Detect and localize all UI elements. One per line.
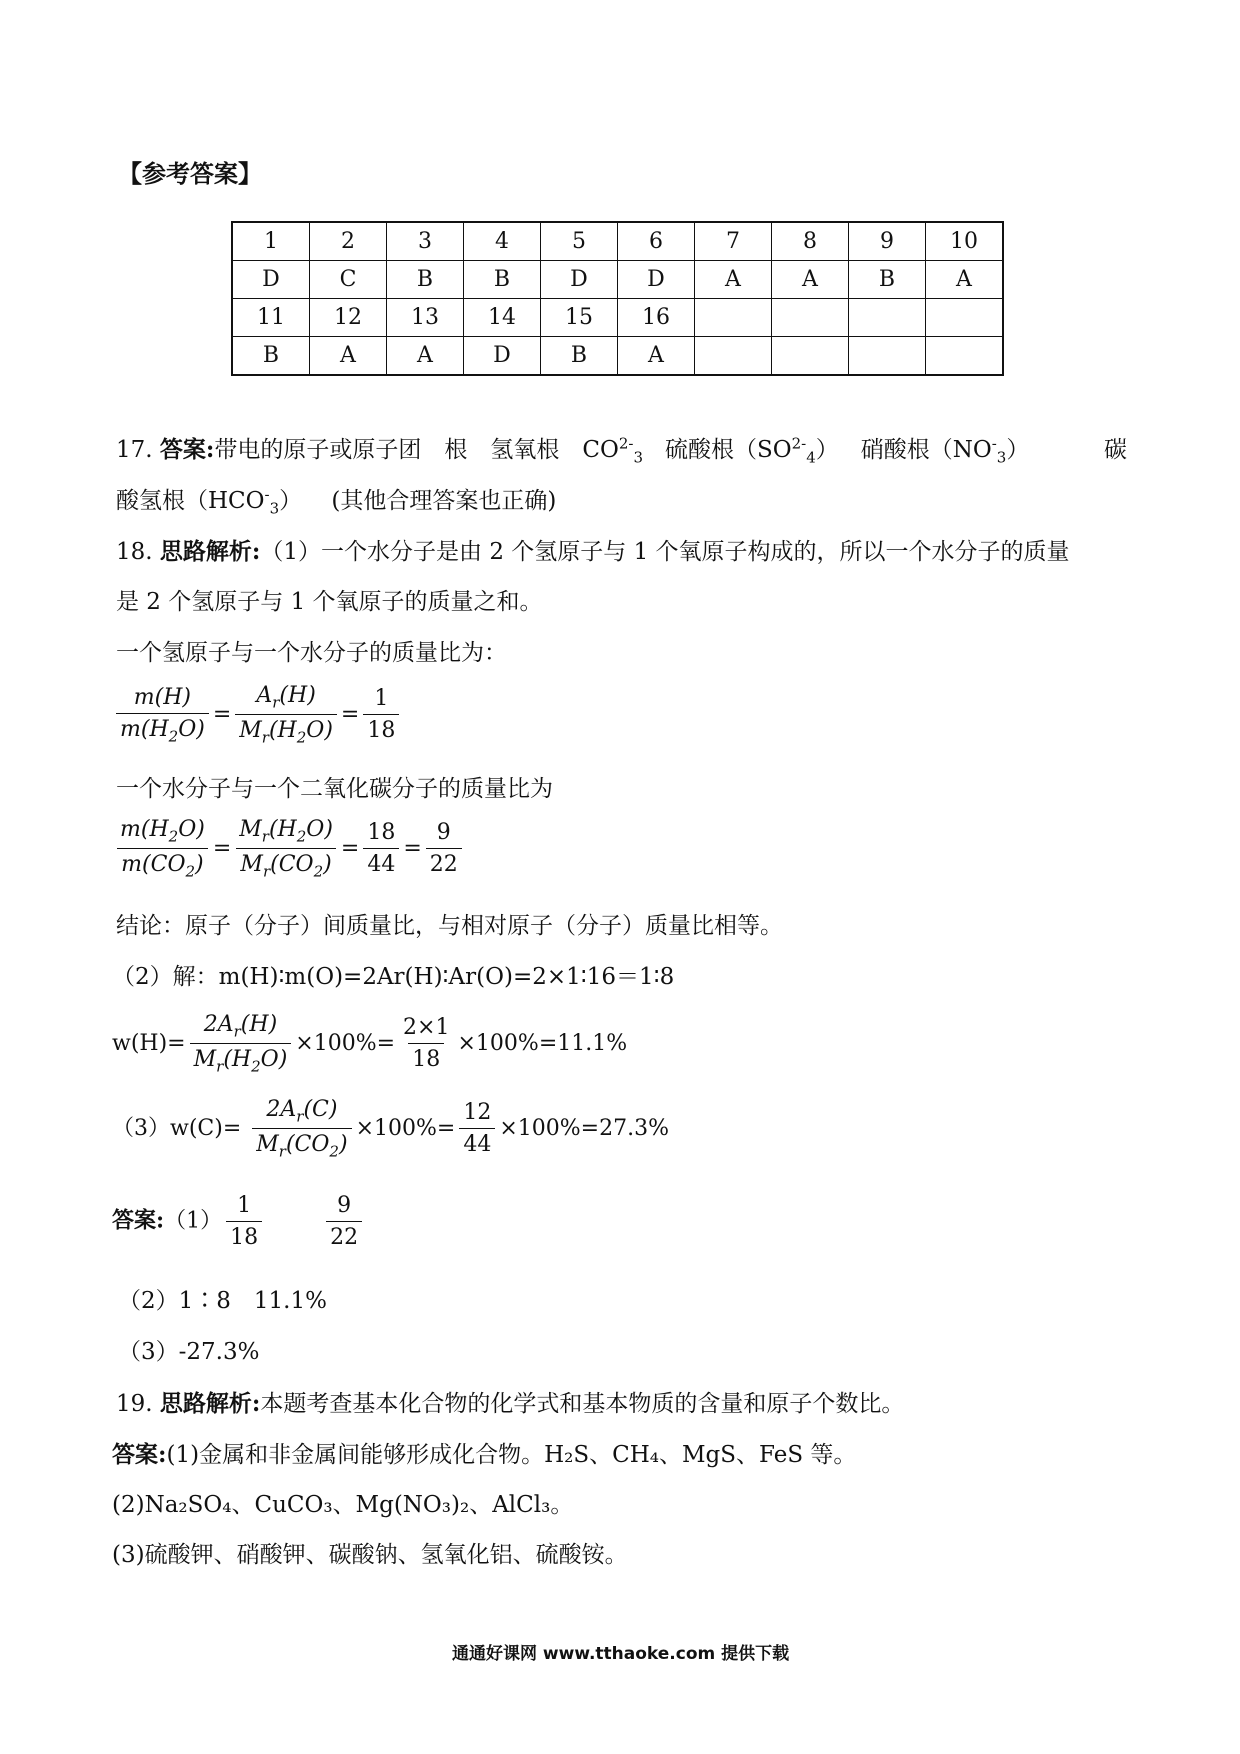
- answer-table-row: [232, 299, 1003, 337]
- q19-line1: 19. 思路解析:本题考查基本化合物的化学式和基本物质的含量和原子个数比。: [116, 1390, 905, 1417]
- q17-carbon: 碳: [1104, 437, 1127, 463]
- answer-table-cell: 7: [695, 222, 772, 261]
- answer-table-cell: 16: [618, 299, 695, 337]
- q18-line3: 一个氢原子与一个水分子的质量比为：: [116, 640, 507, 666]
- formula-wC: （3）w(C)= $\frac{2A_r(C)}{M_r(CO_2)}$ ×100%= $\frac{12}{44}$ ×100%=27.3%: [112, 1097, 669, 1161]
- q18-line4: 一个水分子与一个二氧化碳分子的质量比为: [116, 776, 553, 802]
- answer-table-cell: 1: [232, 222, 310, 261]
- q18-answer-part2: （2）1∶8 11.1%: [118, 1288, 327, 1314]
- answer-table-cell: B: [464, 261, 541, 299]
- answer-table-cell: B: [541, 337, 618, 376]
- answer-table-cell: 12: [310, 299, 387, 337]
- answer-table-cell: A: [695, 261, 772, 299]
- q18-answer-part3: （3）-27.3%: [118, 1339, 260, 1365]
- answer-table-cell: 11: [232, 299, 310, 337]
- answer-table-cell: C: [310, 261, 387, 299]
- answer-table-cell: [772, 337, 849, 376]
- answer-table-cell: 13: [387, 299, 464, 337]
- q17-label: 答案:: [159, 436, 215, 463]
- answer-table-cell: 2: [310, 222, 387, 261]
- formula-mass-ratio-h: $\frac{m(H)}{m(H_2O)}$ = $\frac{A_r(H)}{M_r(H_2O)}$ = $\frac{1}{18}$: [112, 683, 403, 747]
- formula-mass-ratio-co2: $\frac{m(H_2O)}{m(CO_2)}$ = $\frac{M_r(H_2O)}{M_r(CO_2)}$ = $\frac{18}{44}$ = $\frac{9}{22}$: [112, 817, 466, 881]
- answer-table-cell: 4: [464, 222, 541, 261]
- answer-table-cell: A: [310, 337, 387, 376]
- page-heading: 【参考答案】: [118, 159, 262, 188]
- answer-table-cell: D: [464, 337, 541, 376]
- answer-table-cell: [695, 299, 772, 337]
- answer-table-cell: B: [849, 261, 926, 299]
- answer-table-cell: [772, 299, 849, 337]
- answer-table-cell: A: [926, 261, 1004, 299]
- answer-table-cell: A: [618, 337, 695, 376]
- q18-part2: （2）解：m(H)∶m(O)=2Ar(H)∶Ar(O)=2×1∶16＝1∶8: [112, 964, 675, 990]
- answer-table-cell: 14: [464, 299, 541, 337]
- q18-line2: 是 2 个氢原子与 1 个氧原子的质量之和。: [116, 589, 543, 615]
- answer-table-cell: A: [387, 337, 464, 376]
- q18-line1: 18. 思路解析:（1）一个水分子是由 2 个氢原子与 1 个氧原子构成的，所以一个水分子的质量: [116, 538, 1070, 565]
- answer-table-cell: 3: [387, 222, 464, 261]
- q17-number: 17.: [116, 437, 153, 463]
- answer-table-cell: [849, 337, 926, 376]
- answer-table-cell: 5: [541, 222, 618, 261]
- answer-table-cell: [695, 337, 772, 376]
- q19-answer1: 答案:(1)金属和非金属间能够形成化合物。H₂S、CH₄、MgS、FeS 等。: [112, 1441, 857, 1468]
- answer-table-cell: B: [387, 261, 464, 299]
- answer-table-cell: 15: [541, 299, 618, 337]
- page-footer: 通通好课网 www.tthaoke.com 提供下载: [452, 1644, 790, 1664]
- q17-note: (其他合理答案也正确): [331, 488, 557, 514]
- answer-table-cell: [926, 337, 1004, 376]
- answer-table-row: [232, 222, 1003, 261]
- answer-table-cell: [849, 299, 926, 337]
- q18-conclusion: 结论：原子（分子）间质量比，与相对原子（分子）质量比相等。: [116, 913, 783, 939]
- answer-table-cell: B: [232, 337, 310, 376]
- answer-table: [231, 221, 1004, 376]
- formula-wH: w(H)= $\frac{2A_r(H)}{M_r(H_2O)}$ ×100%= $\frac{2\times 1}{18}$ ×100%=11.1%: [112, 1012, 628, 1076]
- answer-table-cell: A: [772, 261, 849, 299]
- answer-table-row: [232, 337, 1003, 376]
- q17-text: 带电的原子或原子团 根 氢氧根 CO: [214, 437, 619, 463]
- answer-table-row: [232, 261, 1003, 299]
- answer-table-cell: 10: [926, 222, 1004, 261]
- answer-table-cell: D: [232, 261, 310, 299]
- answer-table-cell: D: [541, 261, 618, 299]
- answer-table-cell: D: [618, 261, 695, 299]
- answer-table-cell: 9: [849, 222, 926, 261]
- q19-answer2: (2)Na₂SO₄、CuCO₃、Mg(NO₃)₂、AlCl₃。: [112, 1492, 574, 1518]
- q17-line2: 酸氢根$(HCO^-_3)$ (其他合理答案也正确): [116, 485, 557, 518]
- q17-line1: 17. 答案:带电的原子或原子团 根 氢氧根 $CO^{2-}_3$ 硫酸根$(SO^{2-}_4)$ 硝酸根$(NO^-_3)$: [116, 434, 1030, 467]
- answer-table-cell: 8: [772, 222, 849, 261]
- answer-table-cell: [926, 299, 1004, 337]
- answer-table-cell: 6: [618, 222, 695, 261]
- q18-answer-line: 答案:（1） $\frac{1}{18}$ $\frac{9}{22}$: [112, 1193, 366, 1250]
- q19-answer3: (3)硫酸钾、硝酸钾、碳酸钠、氢氧化铝、硫酸铵。: [112, 1542, 628, 1568]
